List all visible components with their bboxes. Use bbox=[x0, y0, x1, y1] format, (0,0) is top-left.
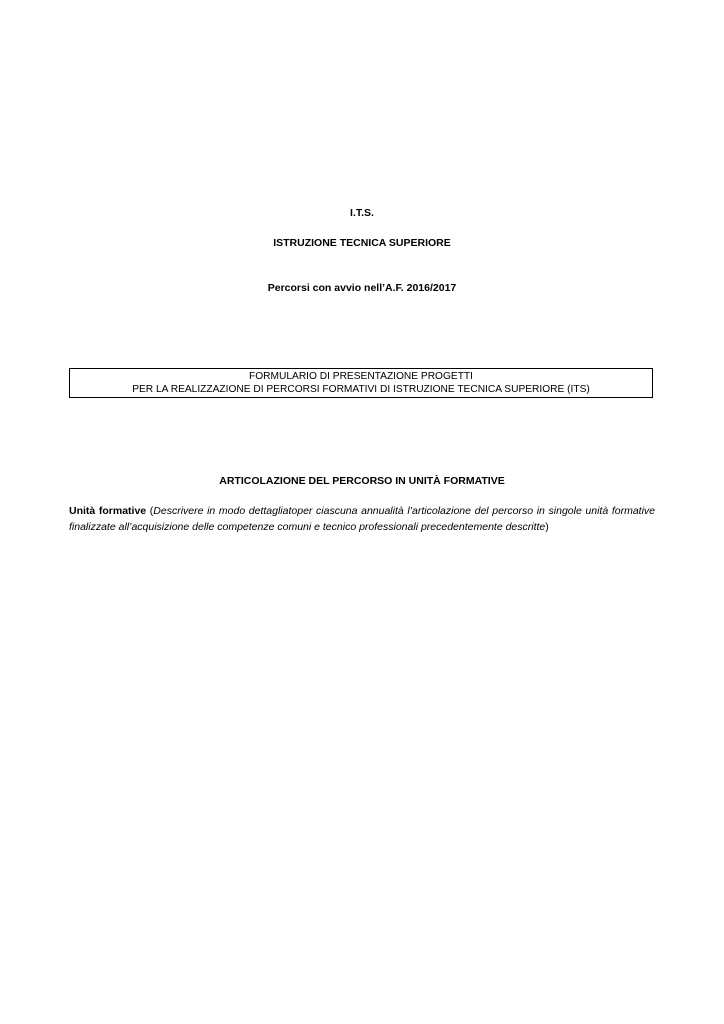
open-paren: ( bbox=[146, 505, 154, 517]
title-heading: ISTRUZIONE TECNICA SUPERIORE bbox=[273, 237, 451, 249]
form-title-line-2: PER LA REALIZZAZIONE DI PERCORSI FORMATIVI DI ISTRUZIONE TECNICA SUPERIORE (ITS) bbox=[132, 384, 590, 395]
unita-formative-label: Unità formative bbox=[69, 505, 147, 517]
subtitle-heading: Percorsi con avvio nell’A.F. 2016/2017 bbox=[267, 282, 457, 294]
unita-formative-description: Descrivere in modo dettagliatoper ciascuna annualità l’articolazione del percorso in singole unità formative finalizzate all’acquisizione delle competenze comuni e tecnico professionali precedentemente descritte bbox=[69, 505, 655, 533]
acronym-heading: I.T.S. bbox=[350, 207, 374, 219]
unita-formative-paragraph bbox=[69, 503, 655, 535]
form-title-box bbox=[69, 368, 653, 398]
form-title-line-1: FORMULARIO DI PRESENTAZIONE PROGETTI bbox=[249, 371, 473, 382]
section-heading: ARTICOLAZIONE DEL PERCORSO IN UNITÀ FORMATIVE bbox=[219, 475, 505, 487]
close-paren: ) bbox=[545, 521, 549, 533]
